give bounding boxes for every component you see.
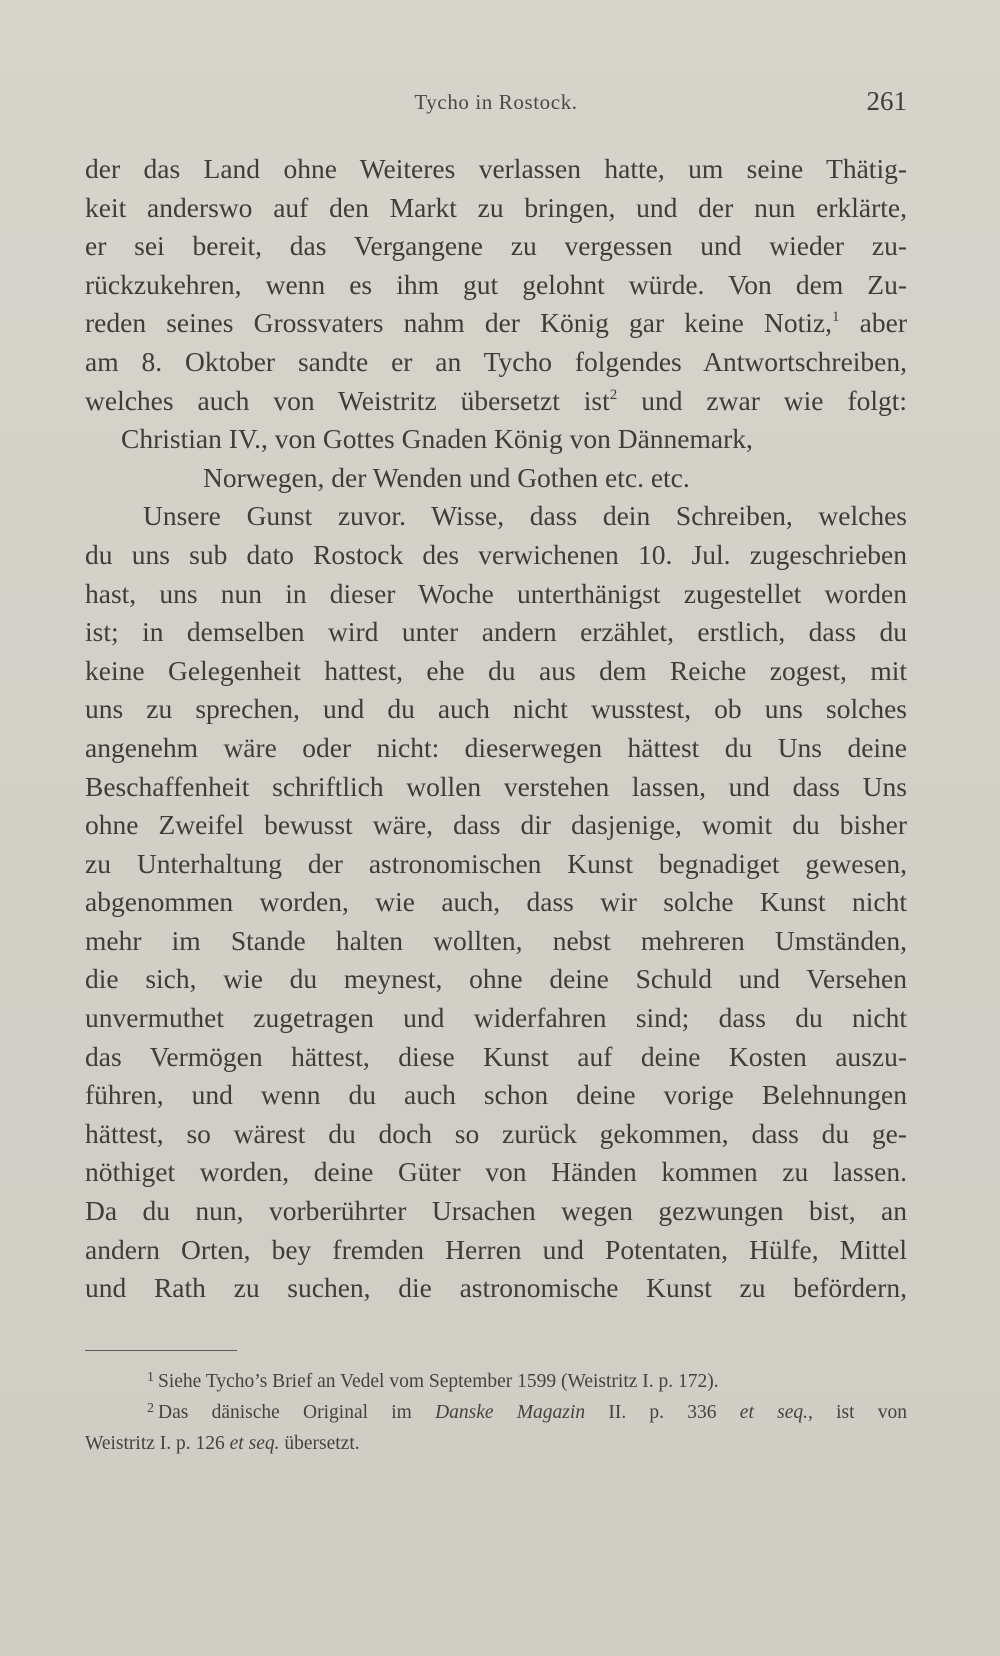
text-line: und Rath zu suchen, die astronomische Kunst zu befördern, — [85, 1272, 907, 1304]
footnote-1 — [85, 1366, 907, 1397]
footnote-mark: 1 — [147, 1370, 154, 1385]
footnote-text: übersetzt. — [284, 1433, 360, 1454]
text-fragment: welches auch von Weistritz übersetzt ist — [85, 384, 610, 416]
text-line: Beschaffenheit schriftlich wollen verstehen lassen, und dass Uns — [85, 770, 907, 802]
text-line: der das Land ohne Weiteres verlassen hatte, um seine Thätig- — [85, 153, 907, 184]
text-line: keit anderswo auf den Markt zu bringen, und der nun erklärte, — [85, 191, 907, 223]
footnote-text: Siehe Tycho’s Brief an Vedel vom September 1599 (Weistritz I. p. 172). — [158, 1371, 719, 1392]
text-fragment: und zwar wie folgt: — [641, 384, 908, 416]
footnote-text: II. p. 336 — [608, 1402, 717, 1423]
text-line: angenehm wäre oder nicht: dieserwegen hättest du Uns deine — [85, 731, 907, 763]
footnote-text: Das dänische Original im — [158, 1402, 412, 1423]
text-line: uns zu sprechen, und du auch nicht wusstest, ob uns solches — [85, 693, 907, 725]
text-line: rückzukehren, wenn es ihm gut gelohnt würde. Von dem Zu- — [85, 268, 907, 300]
text-line: mehr im Stande halten wollten, nebst mehreren Umständen, — [85, 924, 907, 956]
text-line: hast, uns nun in dieser Woche unterthänigst zugestellet worden — [85, 577, 907, 609]
text-line: hättest, so wärest du doch so zurück gekommen, dass du ge- — [85, 1117, 907, 1149]
text-line: das Vermögen hättest, diese Kunst auf deine Kosten auszu- — [85, 1040, 907, 1072]
footnote-italic: Danske Magazin — [435, 1402, 586, 1423]
text-line: Da du nun, vorberührter Ursachen wegen gezwungen bist, an — [85, 1195, 907, 1227]
text-line: andern Orten, bey fremden Herren und Potentaten, Hülfe, Mittel — [85, 1233, 907, 1265]
letter-address-line: Christian IV., von Gottes Gnaden König von Dännemark, — [121, 423, 753, 455]
page-number: 261 — [866, 86, 907, 116]
footnote-italic: et seq., — [739, 1402, 813, 1423]
footnote-reference: 1 — [832, 309, 840, 326]
footnote-reference: 2 — [609, 386, 618, 403]
text-line — [85, 382, 907, 421]
text-line: nöthiget worden, deine Güter von Händen kommen zu lassen. — [85, 1156, 907, 1188]
footnote-2 — [85, 1397, 907, 1428]
text-fragment: reden seines Grossvaters nahm der König gar keine Notiz, — [85, 307, 832, 339]
text-line: Unsere Gunst zuvor. Wisse, dass dein Schreiben, welches — [143, 500, 907, 532]
text-line: am 8. Oktober sandte er an Tycho folgendes Antwortschreiben, — [85, 345, 907, 377]
text-fragment: aber — [859, 307, 907, 339]
footnote-rule — [85, 1350, 237, 1351]
footnote-2-continuation — [85, 1428, 907, 1459]
footnote-text: ist von — [836, 1402, 908, 1423]
body-text — [85, 150, 907, 1308]
footnote-italic: et seq. — [229, 1433, 280, 1454]
running-head — [85, 86, 907, 122]
text-line: ohne Zweifel bewusst wäre, dass dir dasjenige, womit du bisher — [85, 809, 907, 841]
footnote-mark: 2 — [147, 1401, 154, 1416]
text-line: keine Gelegenheit hattest, ehe du aus dem Reiche zogest, mit — [85, 654, 907, 686]
running-title: Tycho in Rostock. — [414, 90, 578, 114]
text-line: unvermuthet zugetragen und widerfahren sind; dass du nicht — [85, 1002, 907, 1034]
text-line — [85, 304, 907, 343]
text-line: zu Unterhaltung der astronomischen Kunst begnadiget gewesen, — [85, 847, 907, 879]
footnotes — [85, 1366, 907, 1459]
text-line: du uns sub dato Rostock des verwichenen 10. Jul. zugeschrieben — [85, 538, 907, 570]
text-line: abgenommen worden, wie auch, dass wir solche Kunst nicht — [85, 886, 907, 918]
text-line: die sich, wie du meynest, ohne deine Schuld und Versehen — [85, 963, 907, 995]
letter-address-line: Norwegen, der Wenden und Gothen etc. etc. — [203, 461, 690, 493]
footnote-text: Weistritz I. p. 126 — [85, 1433, 225, 1454]
text-line: er sei bereit, das Vergangene zu vergessen und wieder zu- — [85, 230, 907, 262]
text-line: ist; in demselben wird unter andern erzählet, erstlich, dass du — [85, 616, 907, 648]
text-line: führen, und wenn du auch schon deine vorige Belehnungen — [85, 1079, 907, 1111]
